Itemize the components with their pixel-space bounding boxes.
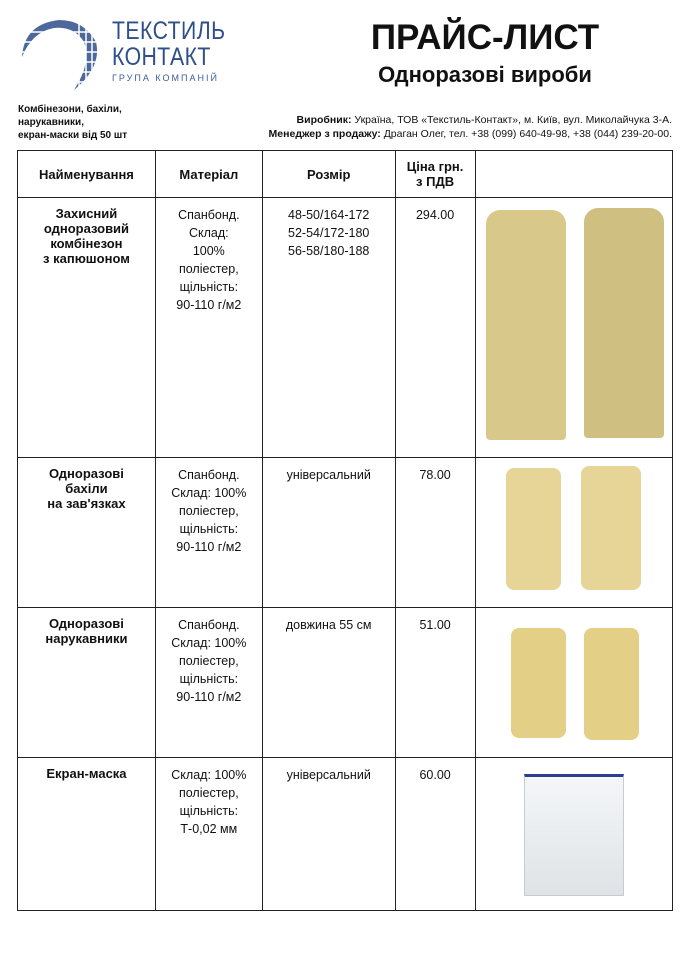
brand-line2: КОНТАКТ (112, 43, 211, 71)
manager-text: Драган Олег, тел. +38 (099) 640-49-98, +38 (044) 239-20-00. (380, 128, 672, 140)
brand-tagline: ГРУПА КОМПАНІЙ (112, 73, 219, 83)
product-size: довжина 55 см (262, 608, 395, 758)
table-row (18, 458, 673, 608)
table-row (18, 758, 673, 911)
product-price: 51.00 (395, 608, 475, 758)
table-row (18, 198, 673, 458)
product-name: Одноразові бахіли на зав'язках (18, 458, 156, 608)
product-size: універсальний (262, 758, 395, 911)
table-header-row (18, 151, 673, 198)
page-subtitle: Одноразові вироби (378, 62, 592, 87)
brand-line1: ТЕКСТИЛЬ (112, 17, 226, 45)
min-order-note (18, 103, 127, 142)
product-material: Склад: 100% поліестер, щільність: Т-0,02 мм (155, 758, 262, 911)
brand-name (112, 18, 246, 83)
maker-text: Україна, ТОВ «Текстиль-Контакт», м. Київ, вул. Миколайчука 3-А. (351, 114, 672, 126)
note-line: екран-маски від 50 шт (18, 130, 128, 141)
face-shield-image (475, 758, 672, 911)
company-logo-icon (14, 12, 104, 92)
header-size: Розмір (262, 151, 395, 198)
product-material: Спанбонд. Склад: 100% поліестер, щільність: 90-110 г/м2 (155, 198, 262, 458)
contact-info (269, 113, 672, 141)
shoe-covers-image (475, 458, 672, 608)
header-name: Найменування (18, 151, 156, 198)
note-line: нарукавники, (18, 117, 84, 128)
header-image (475, 151, 672, 198)
product-price: 60.00 (395, 758, 475, 911)
product-material: Спанбонд. Склад: 100% поліестер, щільність: 90-110 г/м2 (155, 608, 262, 758)
product-size: універсальний (262, 458, 395, 608)
product-price: 78.00 (395, 458, 475, 608)
product-name: Захисний одноразовий комбінезон з капюшоном (18, 198, 156, 458)
product-material: Спанбонд. Склад: 100% поліестер, щільність: 90-110 г/м2 (155, 458, 262, 608)
manager-label: Менеджер з продажу: (268, 128, 381, 140)
price-table (17, 150, 673, 911)
coverall-image (475, 198, 672, 458)
table-row (18, 608, 673, 758)
product-size: 48-50/164-172 52-54/172-180 56-58/180-188 (262, 198, 395, 458)
product-name: Екран-маска (18, 758, 156, 911)
sleeves-image (475, 608, 672, 758)
note-line: Комбінезони, бахіли, (18, 104, 122, 115)
header-price: Ціна грн. з ПДВ (395, 151, 475, 198)
product-price: 294.00 (395, 198, 475, 458)
product-name: Одноразові нарукавники (18, 608, 156, 758)
page-title: ПРАЙС-ЛИСТ (370, 18, 600, 57)
header-material: Матеріал (155, 151, 262, 198)
maker-label: Виробник: (296, 114, 352, 126)
